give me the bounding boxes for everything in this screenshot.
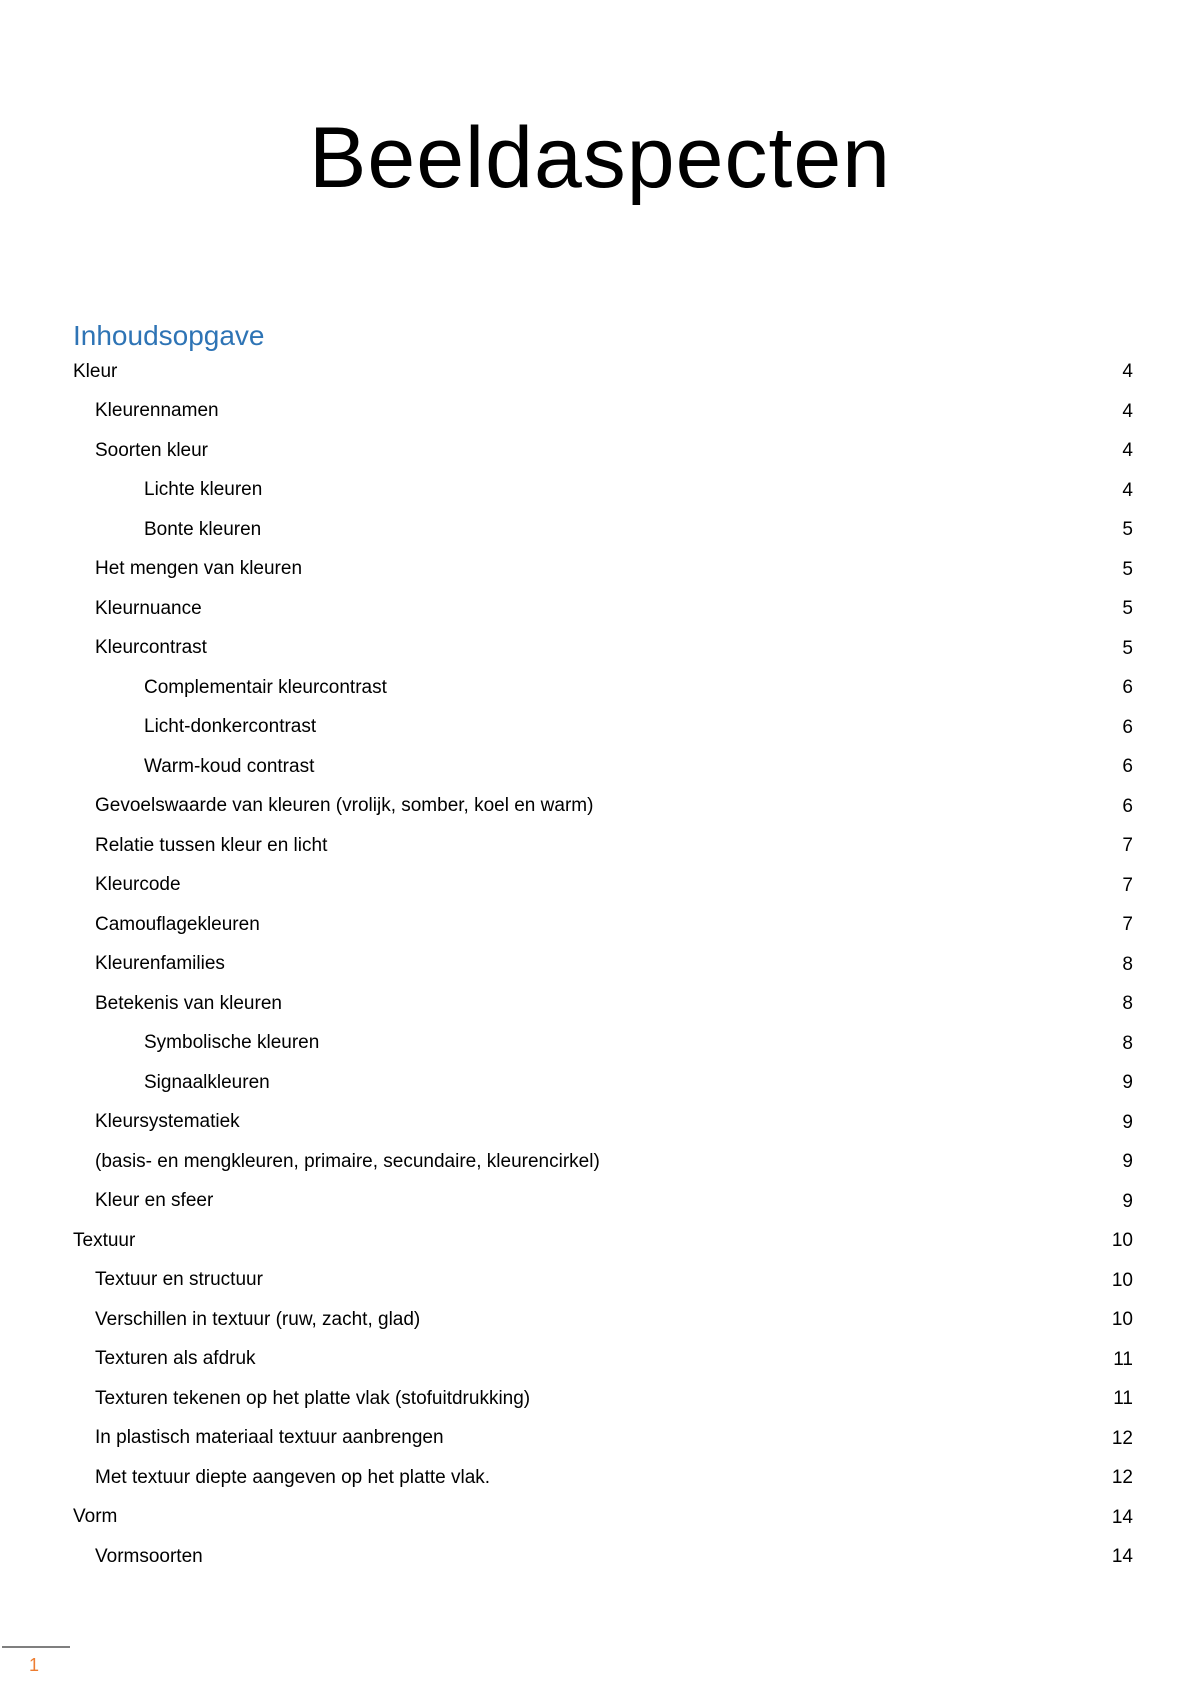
toc-entry-title[interactable]: In plastisch materiaal textuur aanbrengen xyxy=(95,1427,444,1449)
toc-entry[interactable] xyxy=(73,984,1133,1024)
toc-entry-page-number[interactable]: 12 xyxy=(1111,1467,1133,1488)
toc-entry[interactable] xyxy=(73,1379,1133,1419)
toc-entry-page-number[interactable]: 4 xyxy=(1122,361,1133,382)
toc-entry-title[interactable]: Het mengen van kleuren xyxy=(95,558,303,580)
toc-entry-page-number[interactable]: 11 xyxy=(1113,1348,1133,1370)
toc-entry-page-number[interactable]: 9 xyxy=(1122,1111,1133,1133)
toc-entry-title[interactable]: Licht-donkercontrast xyxy=(144,716,317,738)
toc-entry-title[interactable]: Relatie tussen kleur en licht xyxy=(95,834,328,856)
document-title: Beeldaspecten xyxy=(309,110,891,206)
toc-entry-title[interactable]: Soorten kleur xyxy=(95,439,209,461)
toc-entry-page-number[interactable]: 14 xyxy=(1111,1506,1133,1528)
toc-entry[interactable] xyxy=(73,352,1133,392)
toc-entry[interactable] xyxy=(73,668,1133,708)
toc-entry[interactable] xyxy=(73,1300,1133,1340)
toc-entry-page-number[interactable]: 4 xyxy=(1122,440,1133,461)
toc-entry-page-number[interactable]: 8 xyxy=(1122,953,1133,975)
toc-entry-title[interactable]: Verschillen in textuur (ruw, zacht, glad) xyxy=(95,1308,421,1330)
table-of-contents xyxy=(73,352,1133,1577)
toc-entry-title[interactable]: Symbolische kleuren xyxy=(144,1032,320,1054)
toc-entry[interactable] xyxy=(73,1182,1133,1222)
toc-entry-page-number[interactable]: 7 xyxy=(1122,874,1133,896)
toc-entry[interactable] xyxy=(73,945,1133,985)
toc-entry[interactable] xyxy=(73,826,1133,866)
toc-entry-title[interactable]: Lichte kleuren xyxy=(144,479,263,501)
toc-entry-page-number[interactable]: 12 xyxy=(1111,1427,1133,1449)
toc-entry[interactable] xyxy=(73,747,1133,787)
toc-entry[interactable] xyxy=(73,1142,1133,1182)
toc-heading: Inhoudsopgave xyxy=(73,320,265,351)
toc-entry-title[interactable]: Kleurcontrast xyxy=(95,637,207,659)
toc-entry[interactable] xyxy=(73,1221,1133,1261)
toc-entry[interactable] xyxy=(73,392,1133,432)
toc-entry[interactable] xyxy=(73,589,1133,629)
toc-entry-page-number[interactable]: 7 xyxy=(1122,914,1133,935)
toc-entry[interactable] xyxy=(73,708,1133,748)
toc-entry[interactable] xyxy=(73,1063,1133,1103)
toc-entry[interactable] xyxy=(73,1340,1133,1380)
toc-entry-title[interactable]: Textuur xyxy=(73,1229,136,1251)
toc-entry[interactable] xyxy=(73,1458,1133,1498)
toc-entry-page-number[interactable]: 6 xyxy=(1122,756,1133,777)
toc-entry-page-number[interactable]: 4 xyxy=(1122,400,1133,422)
toc-entry-page-number[interactable]: 6 xyxy=(1122,795,1133,817)
toc-entry-page-number[interactable]: 5 xyxy=(1122,637,1133,659)
toc-entry-title[interactable]: Vormsoorten xyxy=(95,1545,203,1567)
toc-entry-page-number[interactable]: 8 xyxy=(1122,993,1133,1014)
toc-entry[interactable] xyxy=(73,905,1133,945)
toc-entry[interactable] xyxy=(73,1103,1133,1143)
toc-entry[interactable] xyxy=(73,1419,1133,1459)
toc-entry-page-number[interactable]: 5 xyxy=(1122,519,1133,540)
toc-entry-title[interactable]: Texturen tekenen op het platte vlak (stofuitdrukking) xyxy=(95,1387,531,1409)
toc-entry-title[interactable]: Kleurcode xyxy=(95,874,181,896)
toc-entry-page-number[interactable]: 9 xyxy=(1122,1151,1133,1172)
toc-entry[interactable] xyxy=(73,787,1133,827)
toc-entry-page-number[interactable]: 6 xyxy=(1122,716,1133,738)
toc-entry-title[interactable]: Bonte kleuren xyxy=(144,518,262,540)
footer-divider xyxy=(2,1646,70,1648)
toc-entry-page-number[interactable]: 8 xyxy=(1122,1032,1133,1054)
toc-entry-title[interactable]: Kleurenfamilies xyxy=(95,953,225,975)
toc-entry-title[interactable]: Texturen als afdruk xyxy=(95,1348,256,1370)
toc-entry-title[interactable]: Signaalkleuren xyxy=(144,1071,270,1093)
toc-entry-page-number[interactable]: 10 xyxy=(1111,1309,1133,1330)
toc-entry-title[interactable]: Betekenis van kleuren xyxy=(95,992,282,1014)
toc-entry-title[interactable]: Kleurnuance xyxy=(95,597,202,619)
toc-entry-page-number[interactable]: 9 xyxy=(1122,1072,1133,1093)
toc-entry-page-number[interactable]: 11 xyxy=(1113,1388,1133,1409)
toc-entry-page-number[interactable]: 5 xyxy=(1122,558,1133,580)
toc-entry-title[interactable]: Gevoelswaarde van kleuren (vrolijk, somber, koel en warm) xyxy=(95,795,594,817)
toc-entry-title[interactable]: Warm-koud contrast xyxy=(144,755,315,777)
toc-entry[interactable] xyxy=(73,629,1133,669)
toc-entry-page-number[interactable]: 10 xyxy=(1111,1230,1133,1251)
toc-entry-page-number[interactable]: 9 xyxy=(1122,1190,1133,1212)
toc-entry-title[interactable]: Vorm xyxy=(73,1506,118,1528)
toc-entry-title[interactable]: Textuur en structuur xyxy=(95,1269,263,1291)
toc-entry-page-number[interactable]: 4 xyxy=(1122,479,1133,501)
toc-entry[interactable] xyxy=(73,550,1133,590)
toc-entry-page-number[interactable]: 7 xyxy=(1122,835,1133,856)
toc-entry[interactable] xyxy=(73,1498,1133,1538)
toc-entry[interactable] xyxy=(73,431,1133,471)
toc-entry[interactable] xyxy=(73,1261,1133,1301)
toc-entry-title[interactable]: Met textuur diepte aangeven op het platte vlak. xyxy=(95,1466,491,1488)
toc-entry-title[interactable]: (basis- en mengkleuren, primaire, secundaire, kleurencirkel) xyxy=(95,1150,600,1172)
toc-entry[interactable] xyxy=(73,510,1133,550)
toc-entry-title[interactable]: Camouflagekleuren xyxy=(95,913,260,935)
toc-entry[interactable] xyxy=(73,1024,1133,1064)
toc-entry-page-number[interactable]: 5 xyxy=(1122,598,1133,619)
toc-entry-page-number[interactable]: 10 xyxy=(1111,1269,1133,1291)
toc-entry-page-number[interactable]: 6 xyxy=(1122,677,1133,698)
toc-entry[interactable] xyxy=(73,866,1133,906)
toc-entry-title[interactable]: Kleursystematiek xyxy=(95,1111,240,1133)
page-number: 1 xyxy=(29,1655,40,1675)
toc-entry-title[interactable]: Kleur xyxy=(73,360,118,382)
toc-entry-title[interactable]: Kleurennamen xyxy=(95,400,219,422)
toc-entry[interactable] xyxy=(73,471,1133,511)
toc-entry[interactable] xyxy=(73,1537,1133,1577)
toc-entry-title[interactable]: Kleur en sfeer xyxy=(95,1190,214,1212)
toc-entry-title[interactable]: Complementair kleurcontrast xyxy=(144,676,387,698)
toc-entry-page-number[interactable]: 14 xyxy=(1111,1546,1133,1567)
